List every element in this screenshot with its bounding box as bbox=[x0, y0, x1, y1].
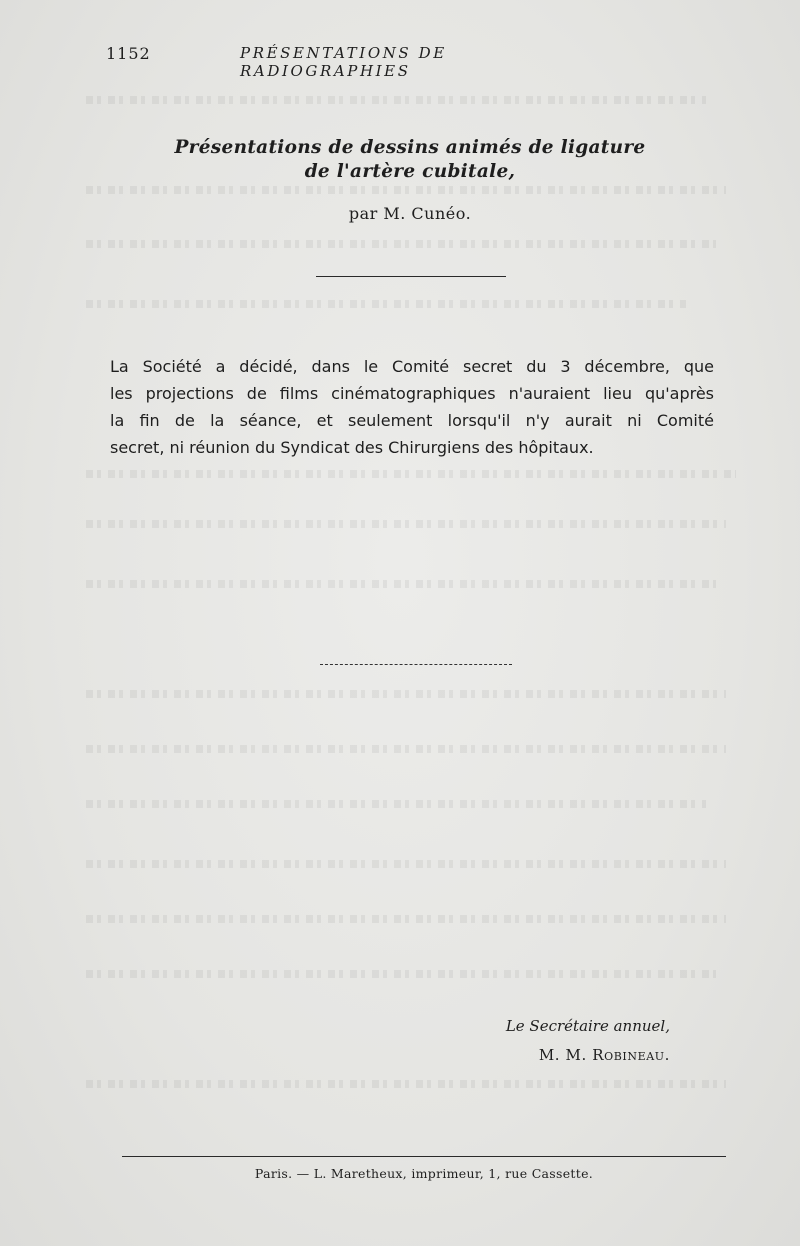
bleed-through-texture bbox=[86, 1080, 726, 1088]
notice-line: La Société a décidé, dans le Comité secret du 3 décembre, que bbox=[110, 357, 714, 376]
article-byline: par M. Cunéo. bbox=[348, 204, 472, 223]
bleed-through-texture bbox=[86, 800, 706, 808]
notice-line: la fin de la séance, et seulement lorsqu'il n'y aurait ni Comité bbox=[110, 411, 714, 430]
bleed-through-texture bbox=[86, 96, 706, 104]
signature-surname: Robineau. bbox=[592, 1046, 670, 1064]
signature-name bbox=[539, 1046, 670, 1064]
notice-line: secret, ni réunion du Syndicat des Chirurgiens des hôpitaux. bbox=[110, 438, 594, 457]
bleed-through-texture bbox=[86, 580, 716, 588]
bleed-through-texture bbox=[86, 470, 736, 478]
section-divider-rule bbox=[316, 276, 506, 277]
notice-line: les projections de films cinématographiques n'auraient lieu qu'après bbox=[110, 384, 714, 403]
bleed-through-texture bbox=[86, 520, 726, 528]
bleed-through-texture bbox=[86, 745, 726, 753]
bleed-through-texture bbox=[86, 240, 716, 248]
article-title-line-1: Présentations de dessins animés de ligature bbox=[174, 137, 646, 158]
bleed-through-texture bbox=[86, 915, 726, 923]
notice-paragraph bbox=[110, 353, 714, 461]
bleed-through-texture bbox=[86, 186, 726, 194]
bleed-through-texture bbox=[86, 300, 686, 308]
bleed-through-texture bbox=[86, 690, 726, 698]
bleed-through-texture bbox=[86, 860, 726, 868]
signature-role: Le Secrétaire annuel, bbox=[505, 1017, 670, 1035]
running-head: PRÉSENTATIONS DE RADIOGRAPHIES bbox=[240, 44, 447, 80]
dashed-divider bbox=[320, 664, 512, 665]
printer-imprint: Paris. — L. Maretheux, imprimeur, 1, rue Cassette. bbox=[254, 1166, 594, 1181]
footer-rule bbox=[122, 1156, 726, 1157]
article-title-line-2: de l'artère cubitale, bbox=[304, 161, 516, 182]
bleed-through-texture bbox=[86, 970, 716, 978]
page-header bbox=[0, 44, 800, 80]
signature-name-prefix: M. M. bbox=[538, 1046, 593, 1064]
page-number: 1152 bbox=[106, 44, 151, 63]
